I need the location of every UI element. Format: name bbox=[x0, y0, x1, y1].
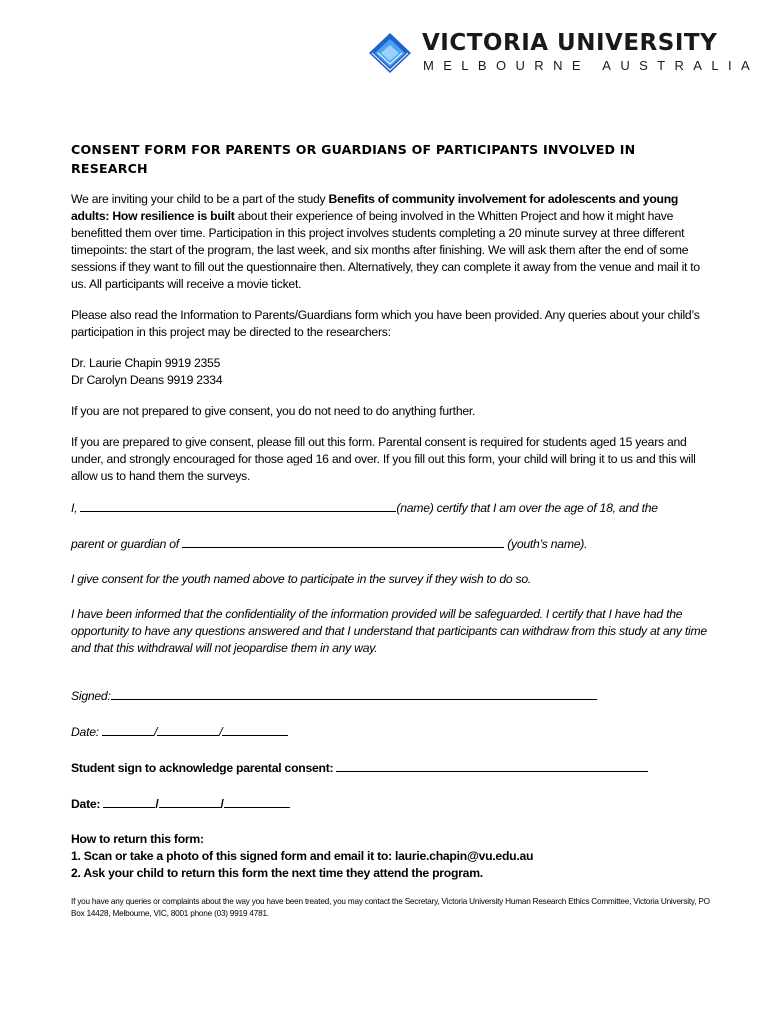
consent-info-paragraph: If you are prepared to give consent, please fill out this form. Parental consent is required for students aged 15 years and under, and strongly encouraged for those aged 16 and over. If you fill out this form, your child will bring it to us and this will allow us to hand them the surveys. bbox=[71, 435, 696, 483]
date-row-2 bbox=[71, 795, 711, 813]
youth-name-field[interactable] bbox=[182, 535, 504, 548]
date-day-field[interactable] bbox=[102, 723, 154, 736]
signed-label: Signed: bbox=[71, 689, 111, 703]
confidentiality-paragraph: I have been informed that the confidentiality of the information provided will be safeguarded. I certify that I have had the opportunity to have any questions answered and that I understand that participants can withdraw from this study at any time and that this withdrawal will not jeopardise them in any way. bbox=[71, 607, 707, 655]
guardian-suffix: (youth’s name). bbox=[507, 537, 588, 551]
name-field[interactable] bbox=[80, 499, 396, 512]
researcher-2: Dr Carolyn Deans 9919 2334 bbox=[71, 373, 223, 387]
date-label: Date: bbox=[71, 725, 99, 739]
return-step-2: 2. Ask your child to return this form the next time they attend the program. bbox=[71, 866, 483, 880]
form-title: CONSENT FORM FOR PARENTS OR GUARDIANS OF PARTICIPANTS INVOLVED IN RESEARCH bbox=[71, 142, 636, 176]
certify-suffix: (name) certify that I am over the age of 18, and the bbox=[396, 501, 658, 515]
date-separator: / bbox=[220, 797, 224, 811]
guardian-row bbox=[71, 535, 711, 553]
certify-row bbox=[71, 499, 711, 517]
return-step-1: 1. Scan or take a photo of this signed form and email it to: laurie.chapin@vu.edu.au bbox=[71, 849, 534, 863]
logo-name: VICTORIA UNIVERSITY bbox=[422, 30, 718, 56]
no-consent-paragraph: If you are not prepared to give consent, you do not need to do anything further. bbox=[71, 404, 476, 418]
date2-year-field[interactable] bbox=[224, 795, 290, 808]
date2-day-field[interactable] bbox=[103, 795, 155, 808]
ethics-footer: If you have any queries or complaints about the way you have been treated, you may contact the Secretary, Victoria University Human Research Ethics Committee, Victoria University, PO Box 14428, Melbourne, VIC, 8001 phone (03) 9919 4781. bbox=[71, 897, 710, 918]
researcher-list bbox=[71, 355, 711, 389]
intro-paragraph bbox=[71, 191, 711, 293]
return-instructions bbox=[71, 831, 711, 882]
logo-subtitle: MELBOURNE AUSTRALIA bbox=[423, 58, 760, 73]
info-paragraph: Please also read the Information to Parents/Guardians form which you have been provided. Any queries about your child’s participation in this project may be directed to the researchers: bbox=[71, 308, 700, 339]
form-content bbox=[71, 140, 711, 920]
return-heading: How to return this form: bbox=[71, 832, 204, 846]
date2-month-field[interactable] bbox=[159, 795, 221, 808]
date-separator: / bbox=[155, 797, 159, 811]
intro-text-2: about their experience of being involved in the Whitten Project and how it might have benefitted them over time. Participation in this project involves students completing a 20 minute survey at three different timepoints: the start of the program, the last week, and six months after finishing. We will ask them after the end of some sessions if they want to fill out the questionnaire then. Alternatively, they can complete it away from the venue and mail it to us. All participants will receive a movie ticket. bbox=[71, 209, 700, 291]
date-label-2: Date: bbox=[71, 797, 101, 811]
signed-row bbox=[71, 687, 711, 705]
date-month-field[interactable] bbox=[157, 723, 219, 736]
student-sign-label: Student sign to acknowledge parental consent: bbox=[71, 761, 334, 775]
researcher-1: Dr. Laurie Chapin 9919 2355 bbox=[71, 356, 221, 370]
diamond-logo-icon bbox=[368, 32, 412, 74]
university-logo bbox=[368, 30, 760, 75]
guardian-prefix: parent or guardian of bbox=[71, 537, 179, 551]
intro-text-1: We are inviting your child to be a part of the study bbox=[71, 192, 329, 206]
date-separator: / bbox=[219, 725, 223, 739]
consent-statement: I give consent for the youth named above to participate in the survey if they wish to do so. bbox=[71, 572, 532, 586]
date-row bbox=[71, 723, 711, 741]
study-title: Benefits of community involvement for adolescents and young adults: How resilience is built bbox=[71, 192, 679, 223]
date-year-field[interactable] bbox=[222, 723, 288, 736]
date-separator: / bbox=[154, 725, 158, 739]
signature-field[interactable] bbox=[111, 687, 597, 700]
student-sign-row bbox=[71, 759, 711, 777]
certify-prefix: I, bbox=[71, 501, 78, 515]
student-signature-field[interactable] bbox=[336, 759, 648, 772]
